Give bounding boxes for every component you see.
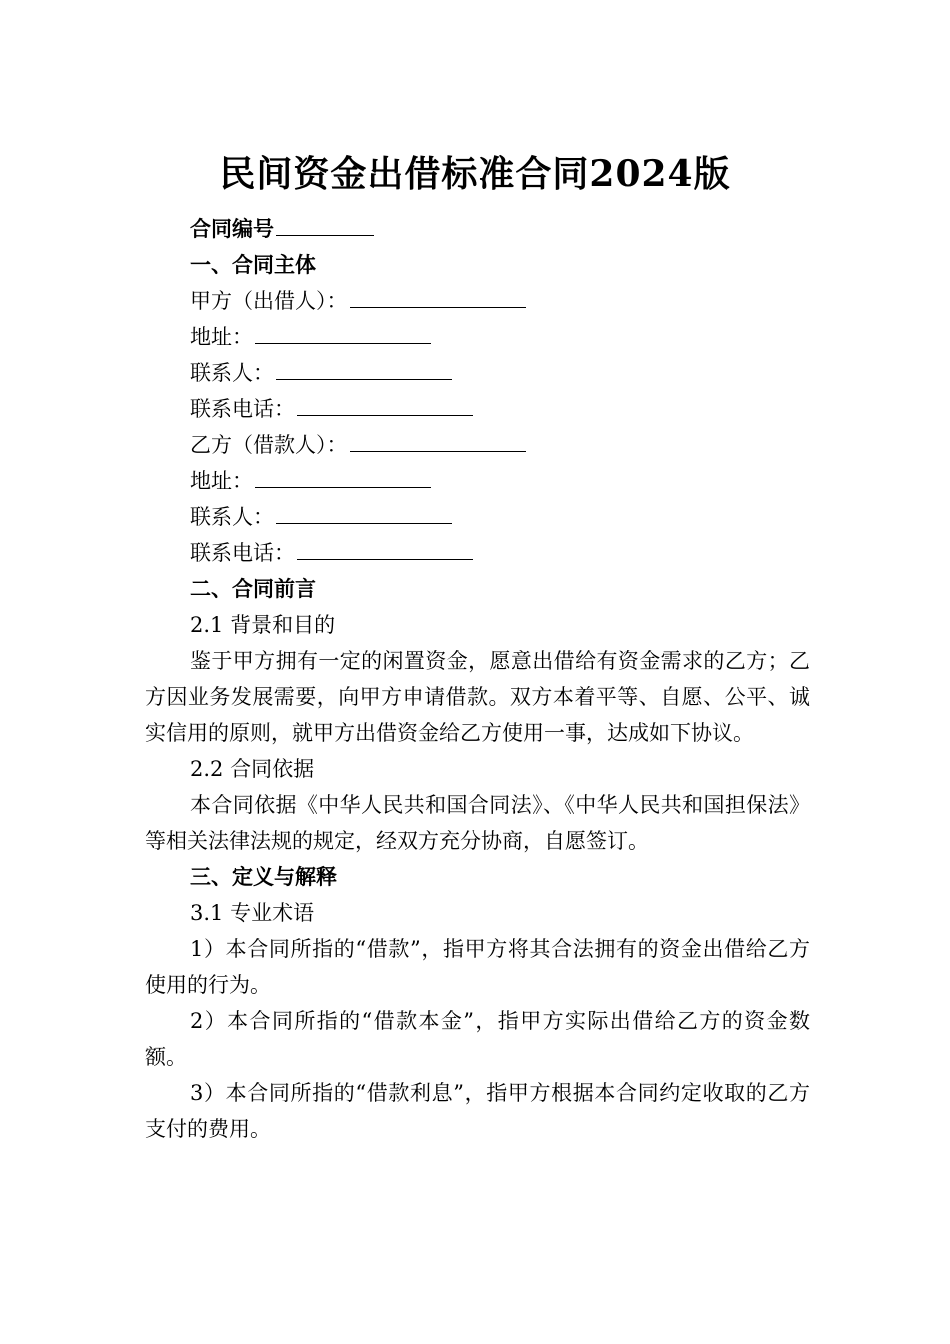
section-2-heading: 二、合同前言 — [190, 576, 316, 601]
contract-number-label: 合同编号 — [190, 216, 274, 241]
document-body — [145, 211, 810, 1147]
definition-item-1: 1）本合同所指的“借款”，指甲方将其合法拥有的资金出借给乙方使用的行为。 — [145, 937, 810, 997]
party-b-contact-line — [145, 499, 810, 535]
party-a-contact-blank — [276, 355, 452, 380]
party-a-contact-line — [145, 355, 810, 391]
party-a-address-blank — [255, 319, 431, 344]
definition-item-2: 2）本合同所指的“借款本金”，指甲方实际出借给乙方的资金数额。 — [145, 1009, 810, 1069]
party-b-address-line — [145, 463, 810, 499]
party-b-phone-line — [145, 535, 810, 571]
party-b-contact-label: 联系人： — [190, 505, 274, 529]
definition-item-3: 3）本合同所指的“借款利息”，指甲方根据本合同约定收取的乙方支付的费用。 — [145, 1081, 810, 1141]
party-b-label: 乙方（借款人）： — [190, 433, 348, 457]
contract-number-line — [145, 211, 810, 247]
party-a-address-line — [145, 319, 810, 355]
subsection-2-2-paragraph: 本合同依据《中华人民共和国合同法》、《中华人民共和国担保法》等相关法律法规的规定，经双方充分协商，自愿签订。 — [145, 793, 810, 853]
party-b-blank — [350, 427, 526, 452]
party-b-address-label: 地址： — [190, 469, 253, 493]
subsection-2-1-paragraph: 鉴于甲方拥有一定的闲置资金，愿意出借给有资金需求的乙方；乙方因业务发展需要，向甲方申请借款。双方本着平等、自愿、公平、诚实信用的原则，就甲方出借资金给乙方使用一事，达成如下协议。 — [145, 649, 810, 745]
party-b-line — [145, 427, 810, 463]
subsection-2-1-heading: 2.1 背景和目的 — [190, 613, 336, 637]
contract-number-blank — [276, 211, 374, 236]
party-a-line — [145, 283, 810, 319]
party-a-blank — [350, 283, 526, 308]
document-title: 民间资金出借标准合同2024版 — [219, 153, 731, 195]
party-a-phone-line — [145, 391, 810, 427]
party-b-phone-blank — [297, 535, 473, 560]
section-1-heading: 一、合同主体 — [190, 252, 316, 277]
party-a-contact-label: 联系人： — [190, 361, 274, 385]
party-a-label: 甲方（出借人）： — [190, 289, 348, 313]
party-a-phone-blank — [297, 391, 473, 416]
subsection-3-1-heading: 3.1 专业术语 — [190, 901, 315, 925]
subsection-2-2-heading: 2.2 合同依据 — [190, 757, 315, 781]
party-b-address-blank — [255, 463, 431, 488]
party-a-address-label: 地址： — [190, 325, 253, 349]
party-a-phone-label: 联系电话： — [190, 397, 295, 421]
party-b-contact-blank — [276, 499, 452, 524]
party-b-phone-label: 联系电话： — [190, 541, 295, 565]
section-3-heading: 三、定义与解释 — [190, 864, 337, 889]
